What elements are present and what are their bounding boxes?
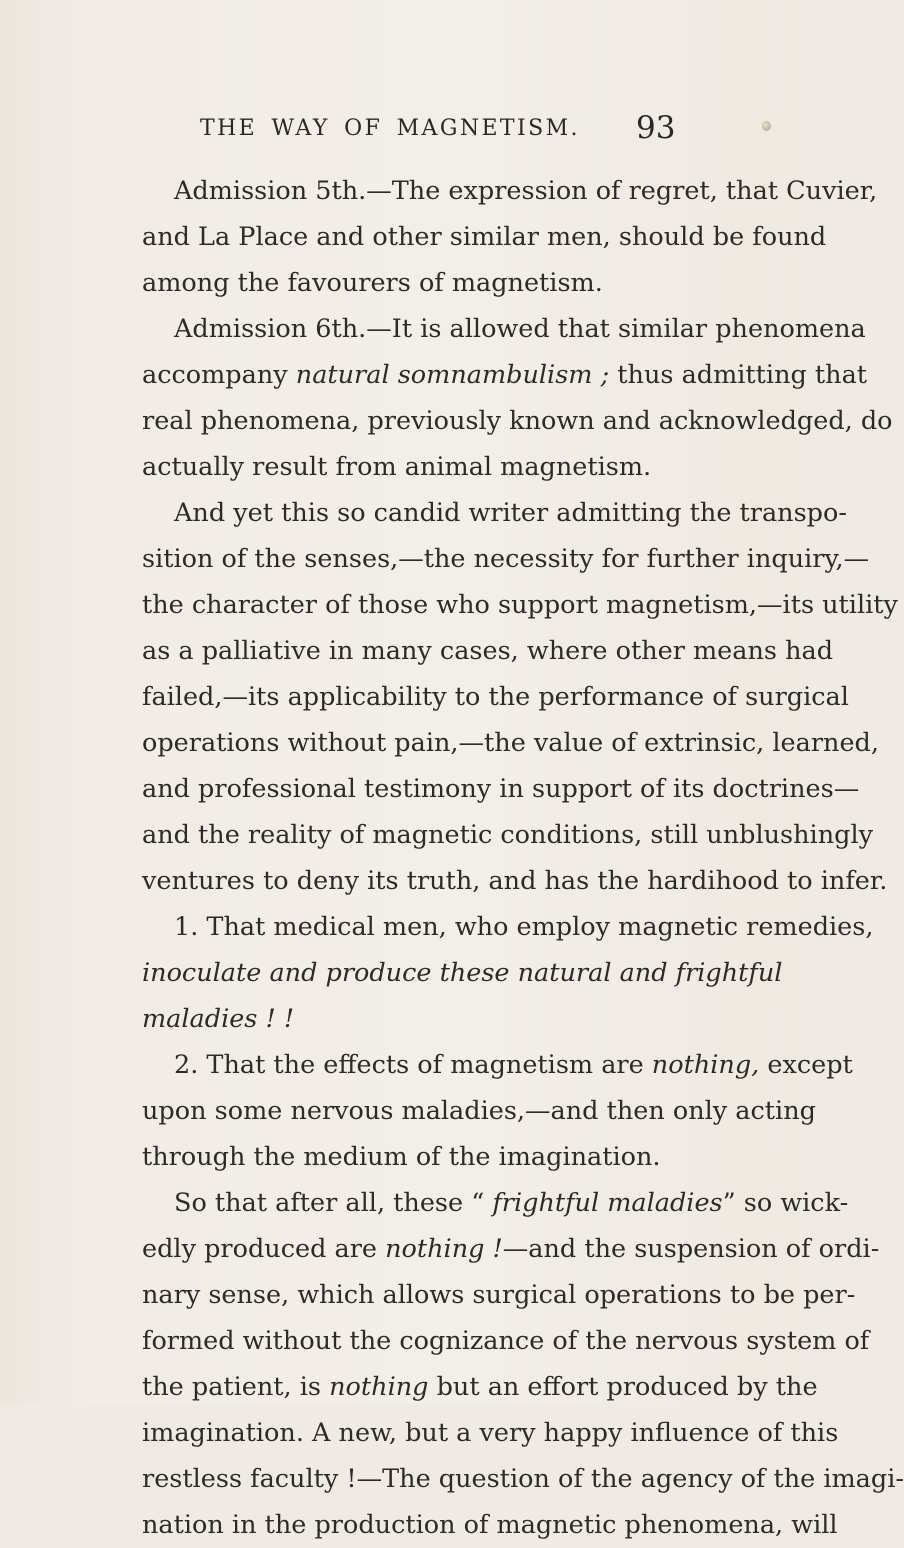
- text-run: failed,—its applicability to the performance of surgical: [142, 682, 849, 712]
- text-run: nary sense, which allows surgical operations to be per-: [142, 1280, 856, 1310]
- text-line: [142, 214, 827, 260]
- running-head: [0, 110, 800, 150]
- text-run: restless faculty !—The question of the agency of the imagi-: [142, 1464, 904, 1494]
- text-run: Admission 6th.—It is allowed that similar phenomena: [174, 314, 866, 344]
- text-run: among the favourers of magnetism.: [142, 268, 603, 298]
- text-run: And yet this so candid writer admitting the transpo-: [174, 498, 847, 528]
- text-run: except: [759, 1050, 853, 1080]
- text-line: [142, 1502, 838, 1548]
- text-line: [142, 812, 874, 858]
- text-run: upon some nervous maladies,—and then only acting: [142, 1096, 816, 1126]
- text-run: 1. That medical men, who employ magnetic remedies,: [174, 912, 874, 942]
- text-line: [142, 1134, 661, 1180]
- text-run: and professional testimony in support of its doctrines—: [142, 774, 860, 804]
- text-run: So that after all, these “: [174, 1188, 493, 1218]
- text-run: thus admitting that: [609, 360, 868, 390]
- text-line: [142, 352, 868, 398]
- text-run: real phenomena, previously known and acknowledged, do: [142, 406, 893, 436]
- text-line: [174, 306, 866, 352]
- text-line: [142, 1364, 818, 1410]
- text-line: [142, 582, 898, 628]
- text-line: [142, 1410, 839, 1456]
- text-run: sition of the senses,—the necessity for further inquiry,—: [142, 544, 870, 574]
- text-run: and La Place and other similar men, should be found: [142, 222, 827, 252]
- text-run: ” so wick-: [722, 1188, 849, 1218]
- text-line: [142, 260, 603, 306]
- text-run: Admission 5th.—The expression of regret, that Cuvier,: [174, 176, 878, 206]
- text-line: [142, 536, 870, 582]
- text-line: [174, 490, 847, 536]
- text-line: [174, 1180, 849, 1226]
- italic-run: frightful maladies: [492, 1188, 723, 1218]
- text-run: 2. That the effects of magnetism are: [174, 1050, 652, 1080]
- text-line: [174, 168, 878, 214]
- italic-run: nothing: [329, 1372, 429, 1402]
- text-line: [142, 720, 879, 766]
- text-run: the character of those who support magnetism,—its utility: [142, 590, 898, 620]
- text-run: but an effort produced by the: [428, 1372, 818, 1402]
- italic-run: nothing !: [385, 1234, 503, 1264]
- text-run: actually result from animal magnetism.: [142, 452, 652, 482]
- text-line: [174, 904, 874, 950]
- text-run: the patient, is: [142, 1372, 330, 1402]
- text-run: ventures to deny its truth, and has the hardihood to infer.: [142, 866, 888, 896]
- text-run: accompany: [142, 360, 296, 390]
- text-line: [142, 444, 651, 490]
- text-line: [142, 1272, 856, 1318]
- italic-run: natural somnambulism ;: [295, 360, 610, 390]
- italic-run: inoculate and produce these natural and frightful: [142, 958, 783, 988]
- text-line: [142, 1318, 870, 1364]
- text-run: and the reality of magnetic conditions, still unblushingly: [142, 820, 874, 850]
- text-run: imagination. A new, but a very happy influence of this: [142, 1418, 839, 1448]
- text-run: as a palliative in many cases, where other means had: [142, 636, 834, 666]
- running-title: THE WAY OF MAGNETISM.: [200, 116, 580, 141]
- page-number: 93: [636, 110, 676, 146]
- text-line: [142, 950, 783, 996]
- text-run: operations without pain,—the value of extrinsic, learned,: [142, 728, 879, 758]
- ink-blot: [762, 121, 771, 131]
- text-line: [174, 1042, 853, 1088]
- text-run: edly produced are: [142, 1234, 386, 1264]
- text-run: —and the suspension of ordi-: [502, 1234, 880, 1264]
- italic-run: maladies ! !: [142, 1004, 295, 1034]
- text-line: [142, 628, 834, 674]
- text-line: [142, 1088, 816, 1134]
- text-line: [142, 1456, 904, 1502]
- text-line: [142, 1226, 880, 1272]
- text-line: [142, 674, 849, 720]
- text-run: nation in the production of magnetic phenomena, will: [142, 1510, 838, 1540]
- text-line: [142, 766, 860, 812]
- text-line: [142, 398, 893, 444]
- text-line: [142, 858, 888, 904]
- text-run: formed without the cognizance of the nervous system of: [142, 1326, 870, 1356]
- text-line: [142, 996, 294, 1042]
- italic-run: nothing,: [651, 1050, 760, 1080]
- text-run: through the medium of the imagination.: [142, 1142, 661, 1172]
